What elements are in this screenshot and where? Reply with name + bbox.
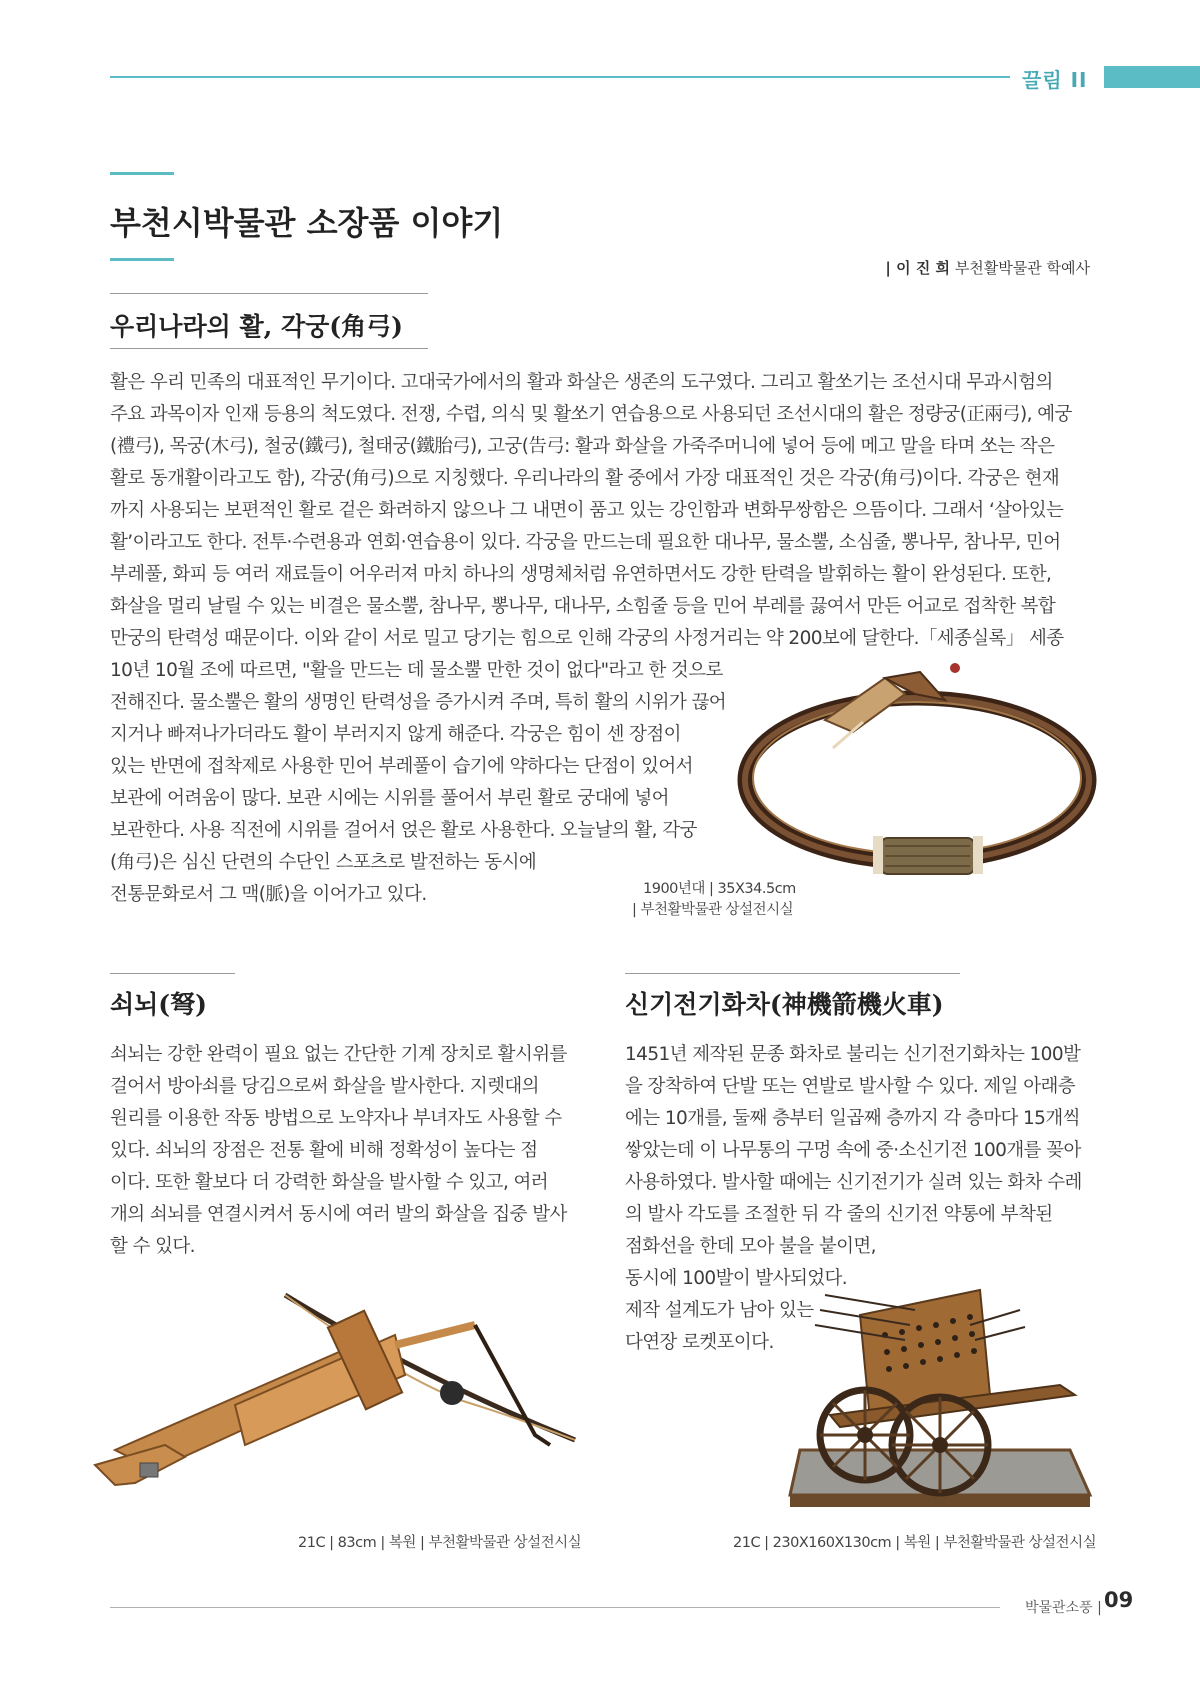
section-heading-soenoe: 쇠뇌(弩)	[110, 990, 207, 1019]
footer-rule	[110, 1607, 1000, 1608]
body-line: 활’이라고도 한다. 전투·수련용과 연회·연습용이 있다. 각궁을 만드는데 필요한 대나무, 물소뿔, 소심줄, 뽕나무, 참나무, 민어	[110, 532, 1061, 553]
body-line: 이다. 또한 활보다 더 강력한 화살을 발사할 수 있고, 여러	[110, 1172, 549, 1193]
title-accent-top	[110, 172, 174, 175]
body-line: 에는 10개를, 둘째 층부터 일곱째 층까지 각 층마다 15개씩	[625, 1108, 1080, 1129]
body-line: 화살을 멀리 날릴 수 있는 비결은 물소뿔, 참나무, 뽕나무, 대나무, 소힘줄 등을 민어 부레를 끓여서 만든 어교로 접착한 복합	[110, 596, 1056, 617]
body-line: 보관에 어려움이 많다. 보관 시에는 시위를 풀어서 부린 활로 궁대에 넣어	[110, 788, 669, 809]
hwacha-cart-image	[790, 1255, 1100, 1510]
header-accent-block	[1104, 66, 1200, 88]
gakgung-bow-image	[735, 660, 1115, 890]
body-line: (角弓)은 심신 단련의 수단인 스포츠로 발전하는 동시에	[110, 852, 537, 873]
body-line: 지거나 빠져나가더라도 활이 부러지지 않게 해준다. 각궁은 힘이 센 장점이	[110, 724, 681, 745]
body-line: 있다. 쇠뇌의 장점은 전통 활에 비해 정확성이 높다는 점	[110, 1140, 538, 1161]
body-line: 보관한다. 사용 직전에 시위를 걸어서 얹은 활로 사용한다. 오늘날의 활, 각궁	[110, 820, 697, 841]
body-line: 원리를 이용한 작동 방법으로 노약자나 부녀자도 사용할 수	[110, 1108, 562, 1129]
body-line: 주요 과목이자 인재 등용의 척도였다. 전쟁, 수렵, 의식 및 활쏘기 연습용으로 사용되던 조선시대의 활은 정량궁(正兩弓), 예궁	[110, 404, 1072, 425]
section-rule	[110, 973, 235, 974]
section-rule	[625, 973, 960, 974]
body-line: 개의 쇠뇌를 연결시켜서 동시에 여러 발의 화살을 집중 발사	[110, 1204, 567, 1225]
body-line: 활은 우리 민족의 대표적인 무기이다. 고대국가에서의 활과 화살은 생존의 도구였다. 그리고 활쏘기는 조선시대 무과시험의	[110, 372, 1053, 393]
section-tag: 끌림 II	[1022, 68, 1088, 92]
body-line: 제작 설계도가 남아 있는	[625, 1300, 814, 1321]
body-line: 을 장착하여 단발 또는 연발로 발사할 수 있다. 제일 아래층	[625, 1076, 1076, 1097]
body-line: 있는 반면에 접착제로 사용한 민어 부레풀이 습기에 약하다는 단점이 있어서	[110, 756, 693, 777]
body-line: 쇠뇌는 강한 완력이 필요 없는 간단한 기계 장치로 활시위를	[110, 1044, 567, 1065]
body-line: 까지 사용되는 보편적인 활로 겉은 화려하지 않으나 그 내면이 품고 있는 강인함과 변화무쌍함은 으뜸이다. 그래서 ‘살아있는	[110, 500, 1064, 521]
section-heading-singijeon: 신기전기화차(神機箭機火車)	[625, 990, 944, 1019]
page-title: 부천시박물관 소장품 이야기	[110, 204, 504, 242]
body-line: 10년 10월 조에 따르면, "활을 만드는 데 물소뿔 만한 것이 없다"라고 한 것으로	[110, 660, 723, 681]
body-line: 다연장 로켓포이다.	[625, 1332, 774, 1353]
soenoe-crossbow-image	[95, 1285, 600, 1505]
section-rule	[110, 348, 428, 349]
body-line: 쌓았는데 이 나무통의 구멍 속에 중·소신기전 100개를 꽂아	[625, 1140, 1081, 1161]
author-credit	[885, 257, 1090, 278]
page-number: 09	[1104, 1588, 1134, 1612]
body-line: (禮弓), 목궁(木弓), 철궁(鐵弓), 철태궁(鐵胎弓), 고궁(告弓: 활과 화살을 가죽주머니에 넣어 등에 메고 말을 타며 쏘는 작은	[110, 436, 1055, 457]
soenoe-body	[110, 1039, 567, 1263]
body-line: 1451년 제작된 문종 화차로 불리는 신기전기화차는 100발	[625, 1044, 1081, 1065]
body-line: 의 발사 각도를 조절한 뒤 각 줄의 신기전 약통에 부착된	[625, 1204, 1053, 1225]
singijeon-caption: 21C | 230X160X130cm | 복원 | 부천활박물관 상설전시실	[733, 1535, 1097, 1551]
body-line: 만궁의 탄력성 때문이다. 이와 같이 서로 밀고 당기는 힘으로 인해 각궁의 사정거리는 약 200보에 달한다.「세종실록」 세종	[110, 628, 1064, 649]
footer-label: 박물관소풍 |	[1025, 1600, 1102, 1616]
body-line: 사용하였다. 발사할 때에는 신기전기가 실려 있는 화차 수레	[625, 1172, 1082, 1193]
author-role: 부천활박물관 학예사	[950, 259, 1090, 277]
body-line: 할 수 있다.	[110, 1236, 195, 1257]
body-line: 부레풀, 화피 등 여러 재료들이 어우러져 마치 하나의 생명체처럼 유연하면서도 강한 탄력을 발휘하는 활이 완성된다. 또한,	[110, 564, 1052, 585]
gakgung-caption-line1: 1900년대 | 35X34.5cm	[643, 881, 796, 897]
author-name: | 이 진 희	[885, 259, 951, 277]
header-rule	[110, 76, 1010, 78]
body-line: 전해진다. 물소뿔은 활의 생명인 탄력성을 증가시켜 주며, 특히 활의 시위가 끊어	[110, 692, 727, 713]
title-accent-bottom	[110, 258, 174, 261]
section-heading-gakgung: 우리나라의 활, 각궁(角弓)	[110, 312, 403, 341]
section-rule	[110, 293, 428, 294]
soenoe-caption: 21C | 83cm | 복원 | 부천활박물관 상설전시실	[298, 1535, 582, 1551]
body-line: 활로 동개활이라고도 함), 각궁(角弓)으로 지칭했다. 우리나라의 활 중에서 가장 대표적인 것은 각궁(角弓)이다. 각궁은 현재	[110, 468, 1060, 489]
gakgung-caption-line2: | 부천활박물관 상설전시실	[632, 902, 794, 918]
body-line: 동시에 100발이 발사되었다.	[625, 1268, 848, 1289]
body-line: 점화선을 한데 모아 불을 붙이면,	[625, 1236, 876, 1257]
body-line: 전통문화로서 그 맥(脈)을 이어가고 있다.	[110, 884, 427, 905]
body-line: 걸어서 방아쇠를 당김으로써 화살을 발사한다. 지렛대의	[110, 1076, 539, 1097]
